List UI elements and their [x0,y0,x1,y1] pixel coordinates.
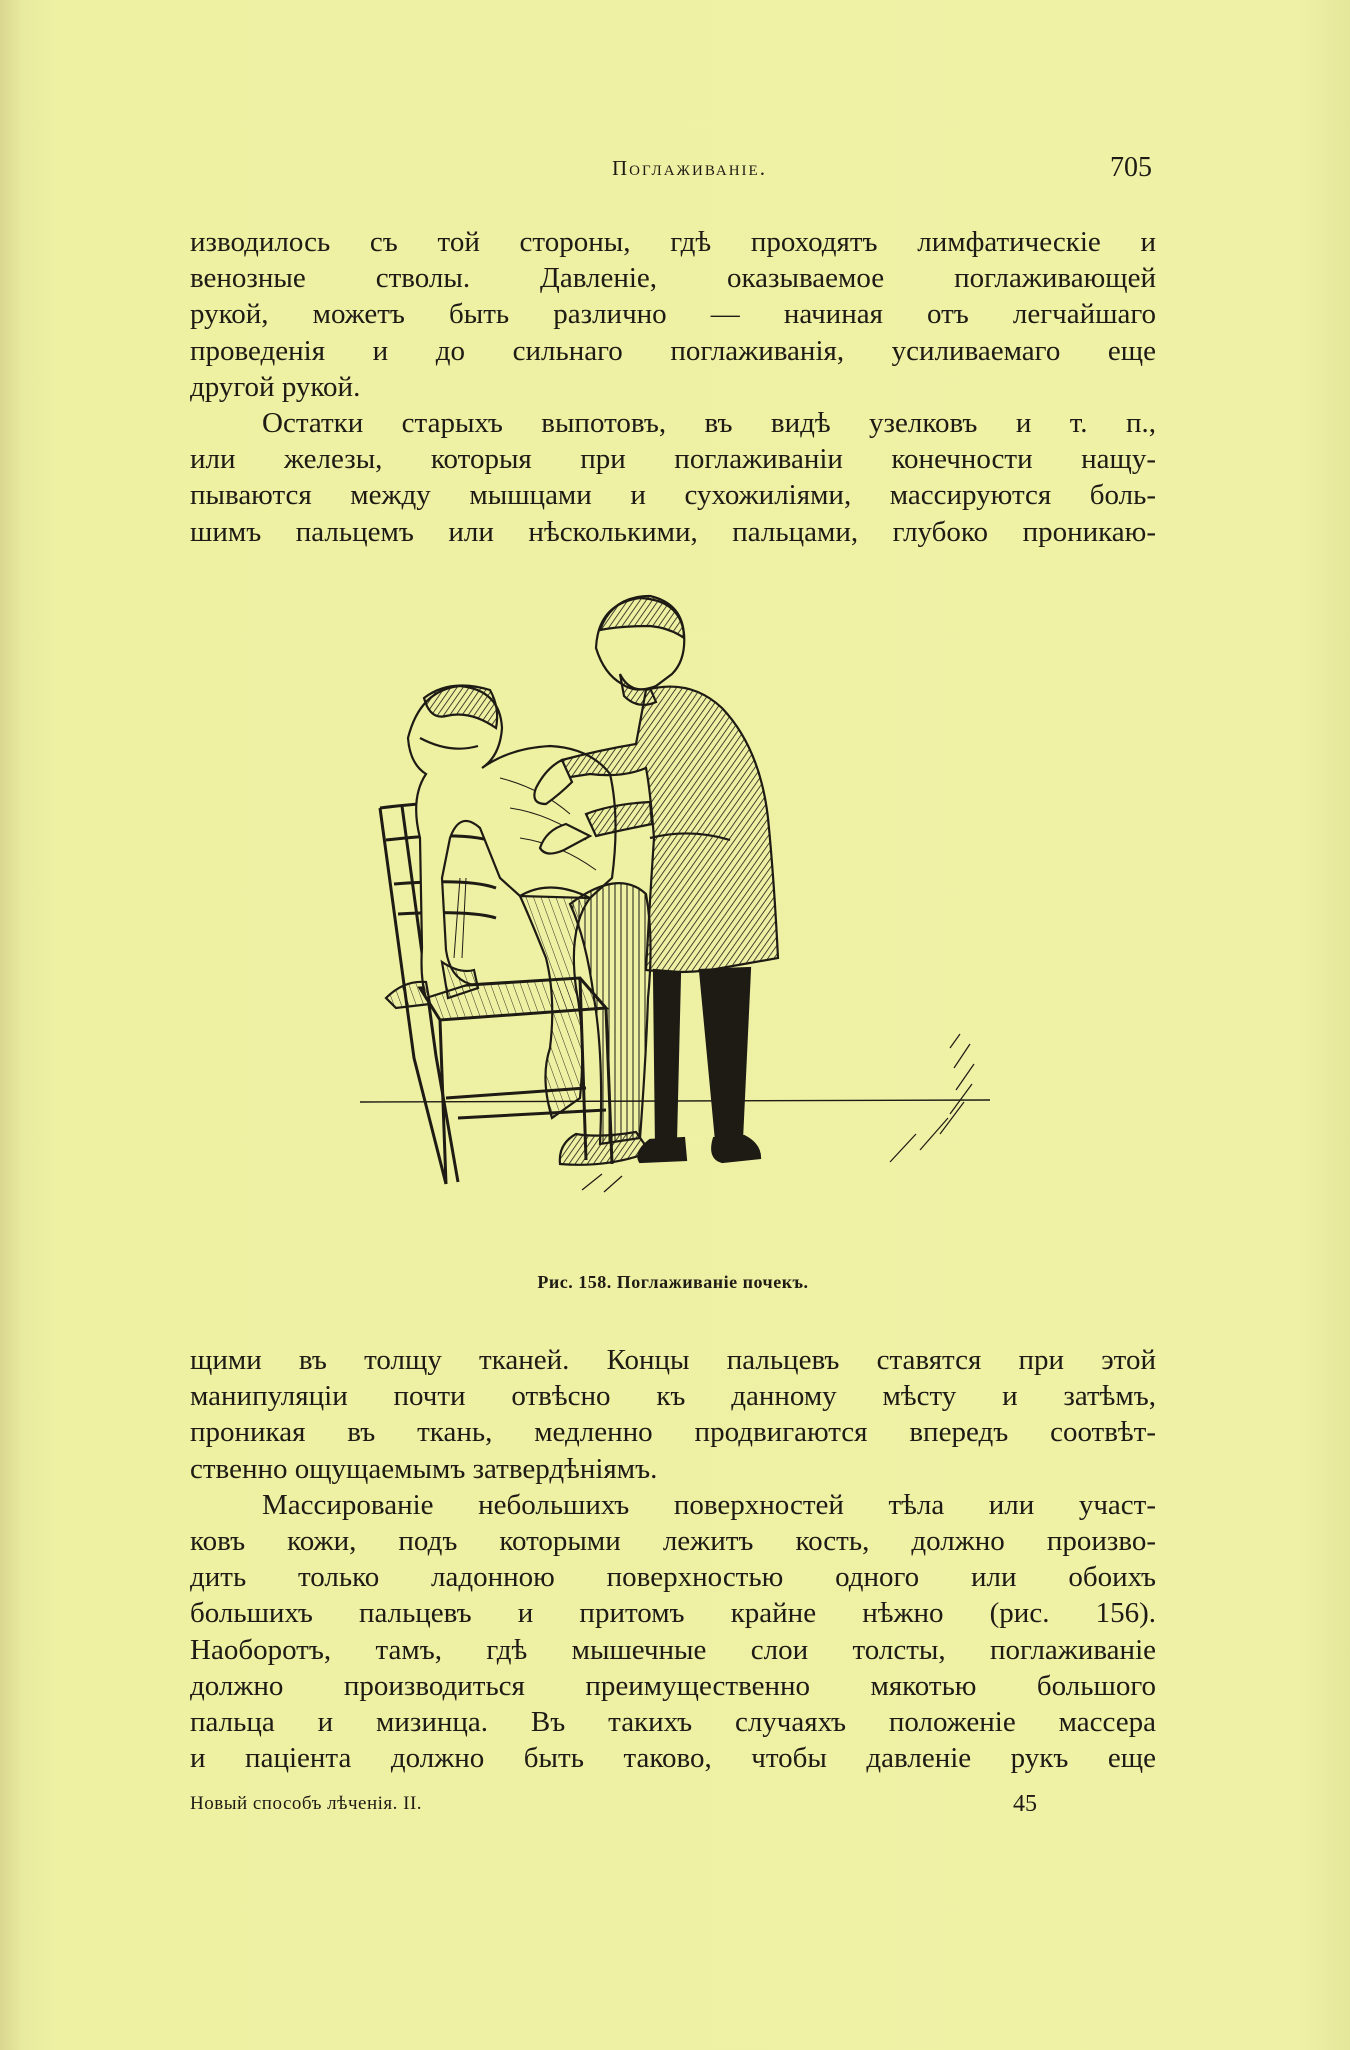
footer-book-title: Новый способъ лѣченія. II. [190,1793,423,1814]
text-line: должно производиться преимущественно мякотью большого [190,1669,1156,1702]
text-line: Наоборотъ, тамъ, гдѣ мышечные слои толсты, поглаживаніе [190,1633,1156,1666]
text-line: шимъ пальцемъ или нѣсколькими, пальцами, глубоко проникаю- [190,515,1156,548]
text-line: пальца и мизинца. Въ такихъ случаяхъ положеніе массера [190,1705,1156,1738]
text-line: венозные стволы. Давленіе, оказываемое поглаживающей [190,262,1156,295]
running-title: Поглаживаніе. [612,156,767,180]
text-line: ственно ощущаемымъ затвердѣніямъ. [190,1452,658,1485]
text-line: Остатки старыхъ выпотовъ, въ видѣ узелковъ и т. п., [262,406,1156,439]
text-line: дить только ладонною поверхностью одного или обоихъ [190,1561,1156,1594]
text-line: щими въ толщу тканей. Концы пальцевъ ставятся при этой [190,1344,1156,1376]
text-line: проведенія и до сильнаго поглаживанія, усиливаемаго еще [190,334,1156,367]
text-line: большихъ пальцевъ и притомъ крайне нѣжно (рис. 156). [190,1597,1156,1630]
massage-engraving [350,578,1000,1258]
page-number: 705 [1110,152,1152,183]
text-block-bottom [190,1342,1156,1776]
text-line: ковъ кожи, подъ которыми лежитъ кость, должно произво- [190,1524,1156,1557]
page-footer [190,1791,1156,1827]
text-line: манипуляціи почти отвѣсно къ данному мѣсту и затѣмъ, [190,1380,1156,1413]
text-line: или железы, которыя при поглаживаніи конечности нащу- [190,443,1156,476]
text-line: проникая въ ткань, медленно продвигаются впередъ соотвѣт- [190,1416,1156,1449]
text-line: рукой, можетъ быть различно — начиная отъ легчайшаго [190,298,1156,331]
figure-illustration [350,578,1000,1258]
text-line: Массированіе небольшихъ поверхностей тѣла или участ- [262,1488,1156,1521]
text-line: пываются между мышцами и сухожиліями, массируются боль- [190,479,1156,512]
figure-caption: Рис. 158. Поглаживаніе почекъ. [537,1272,809,1292]
text-block-top [190,224,1156,550]
text-line: другой рукой. [190,370,361,403]
text-line: изводилось съ той стороны, гдѣ проходятъ лимфатическіе и [190,226,1156,258]
footer-signature-number: 45 [1013,1791,1037,1817]
page-header [190,152,1156,192]
text-line: и паціента должно быть таково, чтобы давленіе рукъ еще [190,1742,1156,1775]
